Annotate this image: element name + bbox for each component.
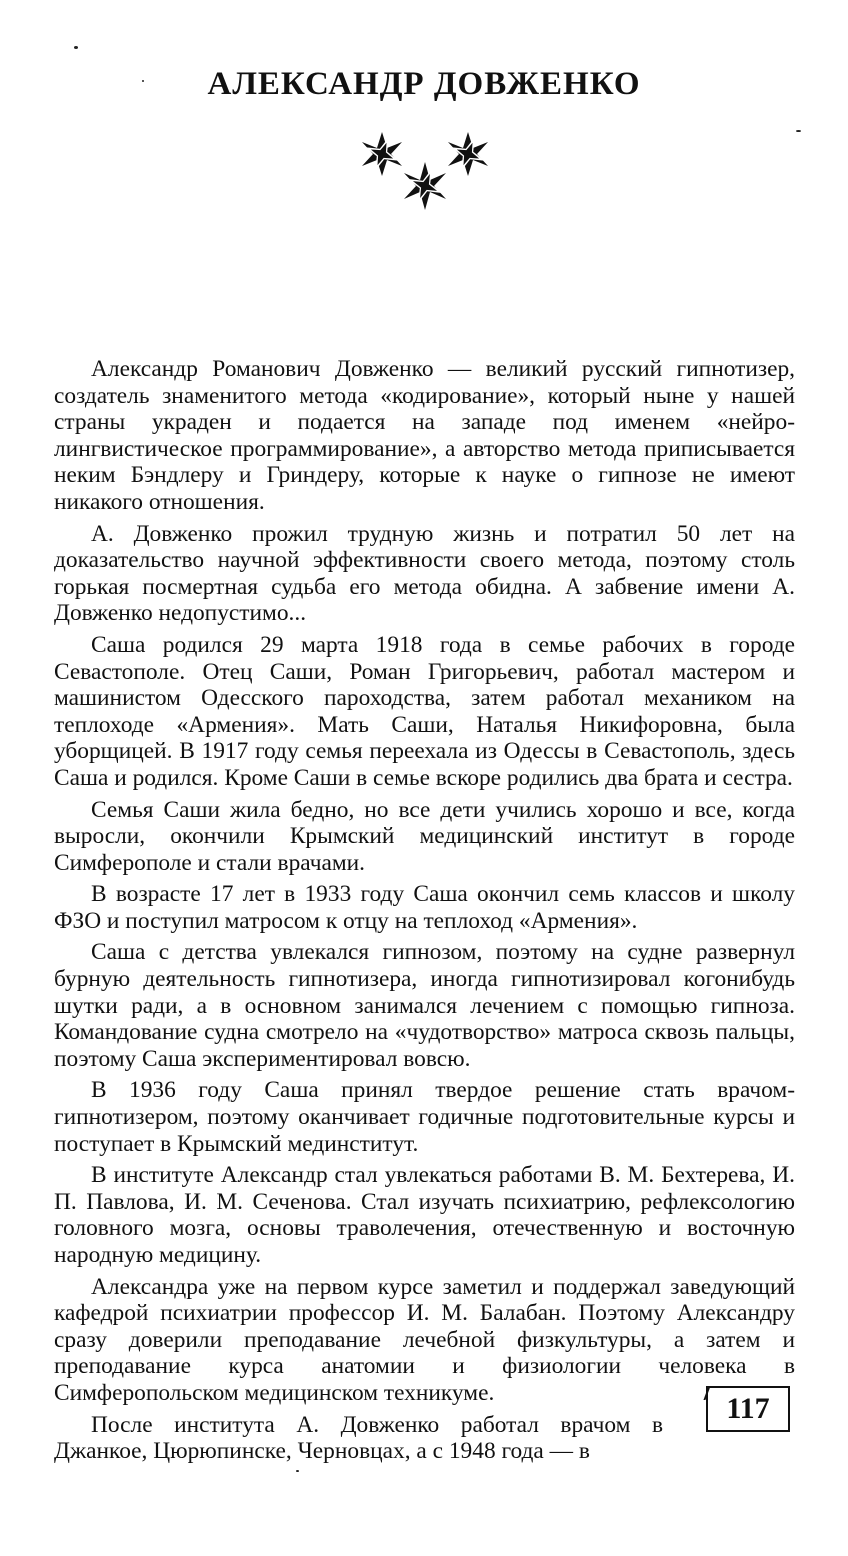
page-number-label: 117 [726, 1392, 770, 1425]
body-text [54, 356, 795, 1470]
paragraph: Семья Саши жила бедно, но все дети учились хорошо и все, когда выросли, окончили Крымский медицинский институт в городе Симферополе и стали врачами. [54, 796, 795, 876]
paragraph: В возрасте 17 лет в 1933 году Саша окончил семь классов и школу ФЗО и поступил матросом к отцу на теплоход «Армения». [54, 881, 795, 934]
page-number-corner-icon [703, 1386, 722, 1400]
paragraph: Александра уже на первом курсе заметил и поддержал заведующий кафедрой психиатрии профессор И. М. Балабан. Поэтому Александру сразу доверили преподавание лечебной физкультуры, а затем и преподавание курса анатомии и физиологии человека в Симферопольском медицинском техникуме. [54, 1273, 795, 1406]
paragraph: В 1936 году Саша принял твердое решение стать врачом-гипнотизером, поэтому оканчивает годичные подготовительные курсы и поступает в Крымский мединститут. [54, 1077, 795, 1157]
paragraph: Саша родился 29 марта 1918 года в семье рабочих в городе Севастополе. Отец Саши, Роман Григорьевич, работал мастером и машинистом Одесского пароходства, затем работал механиком на теплоходе «Армения». Мать Саши, Наталья Никифоровна, была уборщицей. В 1917 году семья переехала из Одессы в Севастополь, здесь Саша и родился. Кроме Саши в семье вскоре родились два брата и сестра. [54, 631, 795, 791]
triple-star-ornament-icon [355, 126, 495, 214]
paragraph: После института А. Довженко работал врачом в Джанкое, Цюрюпинске, Черновцах, а с 1948 года — в [54, 1411, 663, 1465]
print-speck [142, 80, 144, 82]
print-speck [74, 46, 78, 49]
star-right-icon [445, 131, 492, 178]
page-title: АЛЕКСАНДР ДОВЖЕНКО [207, 66, 641, 102]
print-speck [296, 1470, 299, 1472]
page-number [706, 1386, 790, 1432]
star-left-icon [359, 131, 406, 178]
paragraph: В институте Александр стал увлекаться работами В. М. Бехтерева, И. П. Павлова, И. М. Сеченова. Стал изучать психиатрию, рефлексологию головного мозга, основы траволечения, отечественную и восточную народную медицину. [54, 1162, 795, 1268]
paragraph: Александр Романович Довженко — великий русский гипнотизер, создатель знаменитого метода «кодирование», который ныне у нашей страны украден и подается на западе под именем «нейро-лингвистическое программирование», а авторство метода приписывается неким Бэндлеру и Гриндеру, которые к науке о гипнозе не имеют никакого отношения. [54, 356, 795, 515]
paragraph: А. Довженко прожил трудную жизнь и потратил 50 лет на доказательство научной эффективности своего метода, поэтому столь горькая посмертная судьба его метода обидна. А забвение имени А. Довженко недопустимо... [54, 520, 795, 627]
star-center-icon [400, 161, 449, 210]
paragraph: Саша с детства увлекался гипнозом, поэтому на судне развернул бурную деятельность гипнотизера, иногда гипнотизировал когонибудь шутки ради, а в основном занимался лечением с помощью гипноза. Командование судна смотрело на «чудотворство» матроса сквозь пальцы, поэтому Саша экспериментировал вовсю. [54, 939, 795, 1072]
print-speck [796, 130, 801, 132]
